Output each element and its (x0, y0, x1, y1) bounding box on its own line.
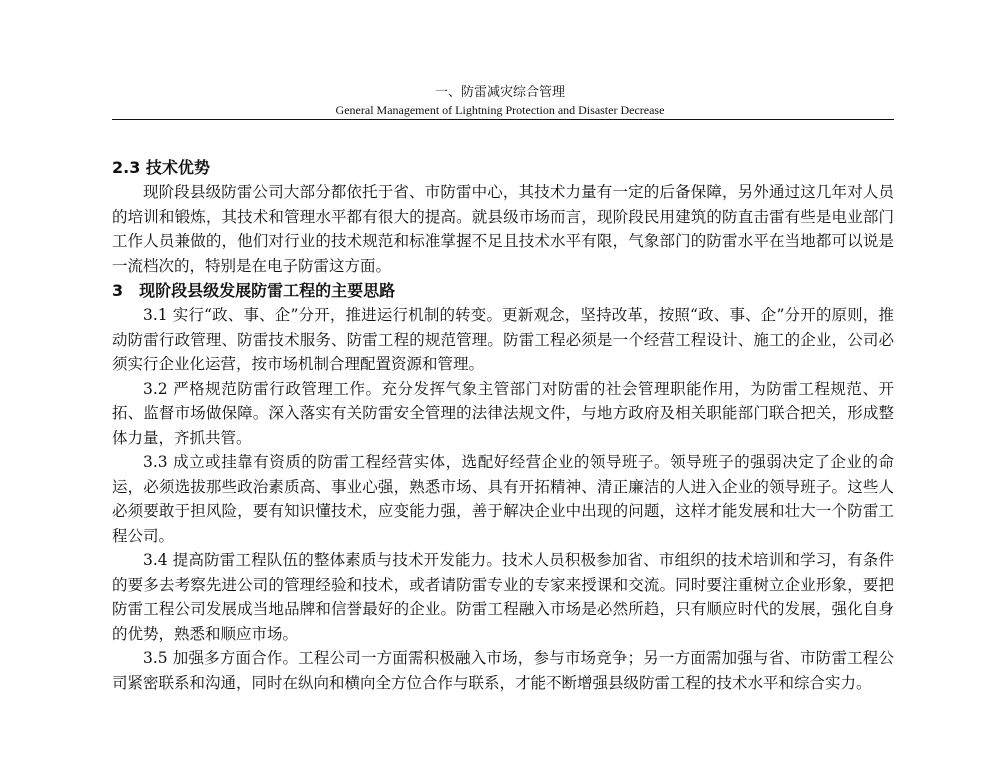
section-heading-3: 3 现阶段县级发展防雷工程的主要思路 (112, 281, 396, 300)
article-body (112, 155, 894, 695)
paragraph-technical-advantage: 现阶段县级防雷公司大部分都依托于省、市防雷中心，其技术力量有一定的后备保障，另外通过这几年对人员的培训和锻炼，其技术和管理水平都有很大的提高。就县级市场而言，现阶段民用建筑的防直击雷有些是电业部门工作人员兼做的，他们对行业的技术规范和标准掌握不足且技术水平有限，气象部门的防雷水平在当地都可以说是一流档次的，特别是在电子防雷这方面。 (112, 183, 894, 275)
paragraph-3-2: 3.2 严格规范防雷行政管理工作。充分发挥气象主管部门对防雷的社会管理职能作用，为防雷工程规范、开拓、监督市场做保障。深入落实有关防雷安全管理的法律法规文件，与地方政府及相关职能部门联合把关，形成整体力量，齐抓共管。 (112, 379, 894, 447)
paragraph-3-5: 3.5 加强多方面合作。工程公司一方面需积极融入市场，参与市场竞争；另一方面需加强与省、市防雷工程公司紧密联系和沟通，同时在纵向和横向全方位合作与联系，才能不断增强县级防雷工程的技术水平和综合实力。 (112, 649, 894, 692)
paragraph-3-4: 3.4 提高防雷工程队伍的整体素质与技术开发能力。技术人员积极参加省、市组织的技术培训和学习，有条件的要多去考察先进公司的管理经验和技术，或者请防雷专业的专家来授课和交流。同时要注重树立企业形象，要把防雷工程公司发展成当地品牌和信誉最好的企业。防雷工程融入市场是必然所趋，只有顺应时代的发展，强化自身的优势，熟悉和顺应市场。 (112, 551, 894, 643)
running-header-subtitle: General Management of Lightning Protection and Disaster Decrease (335, 103, 665, 117)
paragraph-3-1: 3.1 实行“政、事、企”分开，推进运行机制的转变。更新观念，坚持改革，按照“政、事、企”分开的原则，推动防雷行政管理、防雷技术服务、防雷工程的规范管理。防雷工程必须是一个经营工程设计、施工的企业，公司必须实行企业化运营，按市场机制合理配置资源和管理。 (112, 306, 894, 373)
section-heading-2-3: 2.3 技术优势 (112, 158, 210, 177)
running-header-title: 一、防雷减灾综合管理 (434, 85, 565, 100)
paragraph-3-3: 3.3 成立或挂靠有资质的防雷工程经营实体，选配好经营企业的领导班子。领导班子的强弱决定了企业的命运，必须选拔那些政治素质高、事业心强，熟悉市场、具有开拓精神、清正廉洁的人进入企业的领导班子。这些人必须要敢于担风险，要有知识懂技术，应变能力强，善于解决企业中出现的问题，这样才能发展和壮大一个防雷工程公司。 (112, 453, 894, 545)
header-divider (112, 119, 894, 120)
